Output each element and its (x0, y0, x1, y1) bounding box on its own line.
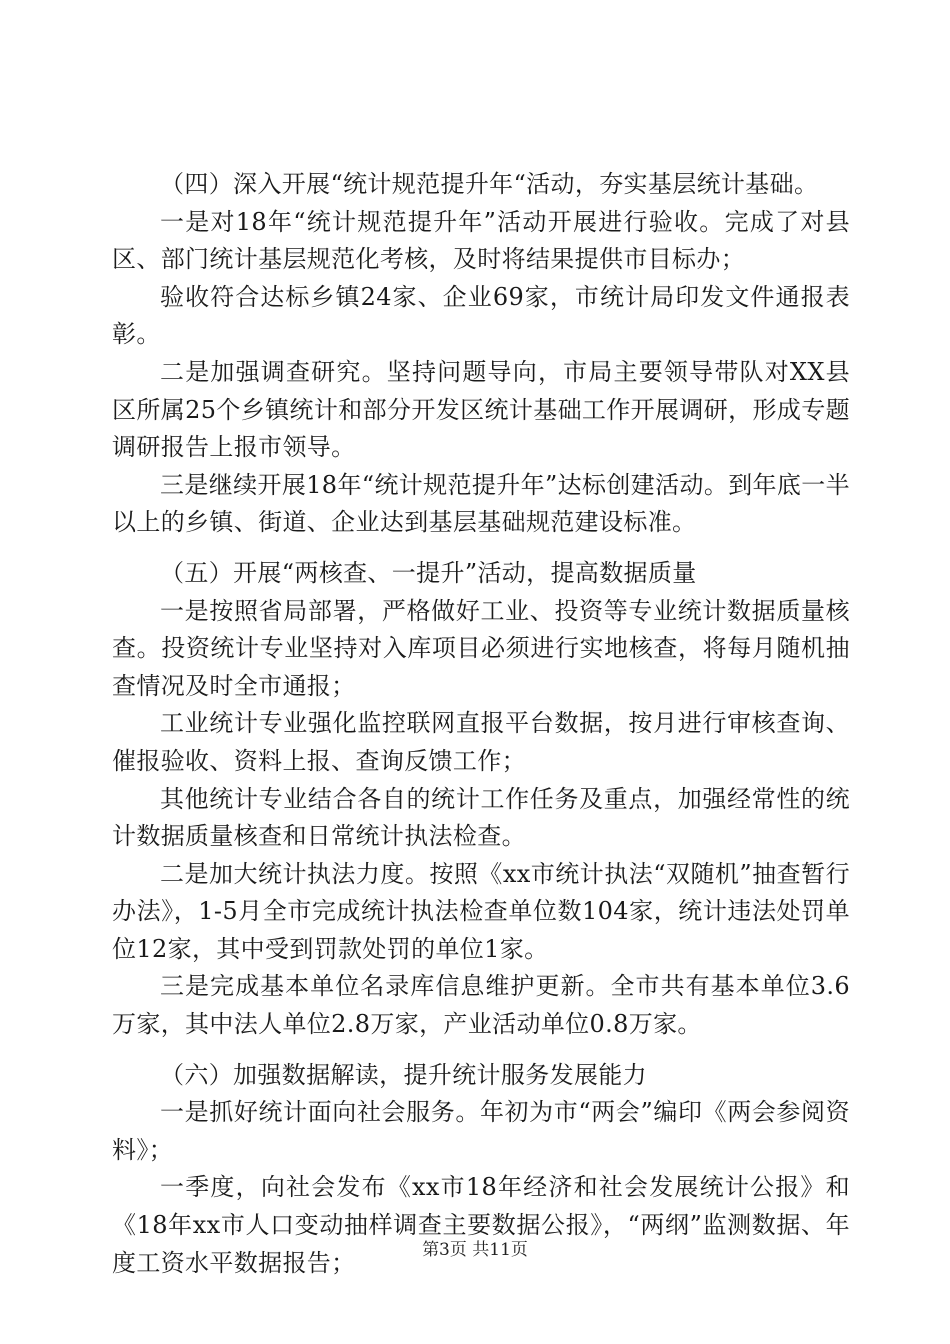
paragraph: 二是加强调查研究。坚持问题导向，市局主要领导带队对XX县区所属25个乡镇统计和部分开发区统计基础工作开展调研，形成专题调研报告上报市领导。 (112, 357, 850, 462)
paragraph: 二是加大统计执法力度。按照《xx市统计执法“双随机”抽查暂行办法》，1-5月全市完成统计执法检查单位数104家，统计违法处罚单位12家，其中受到罚款处罚的单位1家。 (112, 859, 850, 963)
section-five (112, 555, 850, 1044)
section-heading: （五）开展“两核查、一提升”活动，提高数据质量 (160, 558, 697, 587)
section-heading: （四）深入开展“统计规范提升年“活动，夯实基层统计基础。 (160, 170, 819, 198)
paragraph: 一是抓好统计面向社会服务。年初为市“两会”编印《两会参阅资料》； (112, 1098, 850, 1164)
paragraph: 其他统计专业结合各自的统计工作任务及重点，加强经常性的统计数据质量核查和日常统计执法检查。 (112, 784, 850, 851)
paragraph: 工业统计专业强化监控联网直报平台数据，按月进行审核查询、催报验收、资料上报、查询反馈工作； (112, 709, 850, 775)
paragraph: 验收符合达标乡镇24家、企业69家，市统计局印发文件通报表彰。 (112, 282, 850, 349)
section-heading: （六）加强数据解读，提升统计服务发展能力 (160, 1060, 647, 1089)
paragraph: 一是按照省局部署，严格做好工业、投资等专业统计数据质量核查。投资统计专业坚持对入库项目必须进行实地核查，将每月随机抽查情况及时全市通报； (112, 596, 850, 700)
paragraph: 一季度，向社会发布《xx市18年经济和社会发展统计公报》和《18年xx市人口变动抽样调查主要数据公报》，“两纲”监测数据、年度工资水平数据报告； (112, 1173, 850, 1277)
document-body (112, 166, 850, 1282)
paragraph: 三是完成基本单位名录库信息维护更新。全市共有基本单位3.6万家，其中法人单位2.8万家，产业活动单位0.8万家。 (112, 972, 850, 1039)
section-four (112, 166, 850, 542)
paragraph: 一是对18年“统计规范提升年”活动开展进行验收。完成了对县区、部门统计基层规范化考核，及时将结果提供市目标办； (112, 207, 850, 274)
paragraph: 三是继续开展18年“统计规范提升年”达标创建活动。到年底一半以上的乡镇、街道、企业达到基层基础规范建设标准。 (112, 470, 850, 537)
page-number-footer: 第3页 共11页 (422, 1240, 528, 1260)
